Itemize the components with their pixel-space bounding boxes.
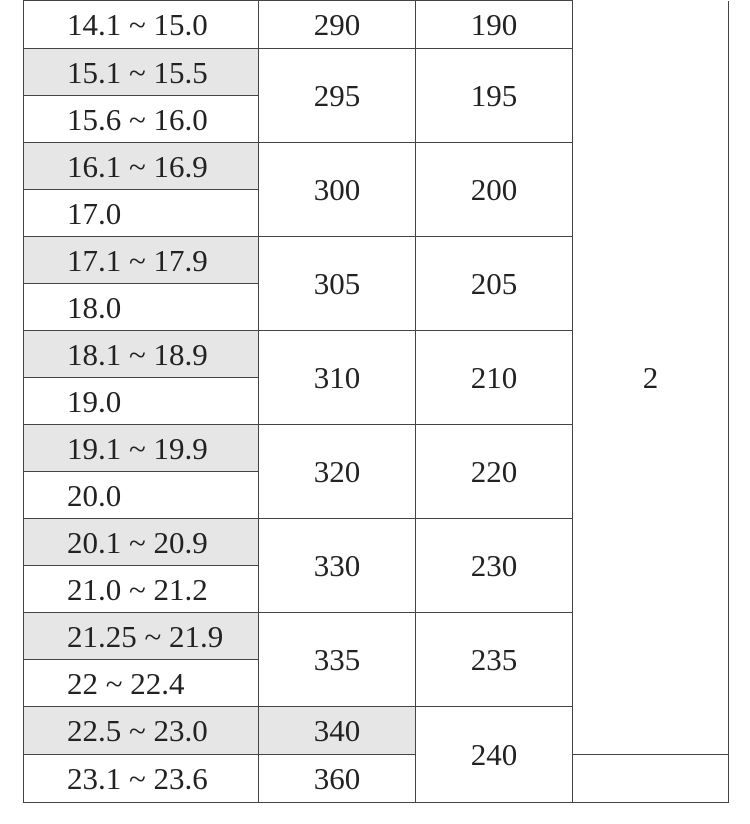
value-cell: 195 xyxy=(416,49,573,143)
range-cell: 22 ~ 22.4 xyxy=(24,660,259,707)
range-cell: 17.1 ~ 17.9 xyxy=(24,237,259,284)
range-cell: 20.0 xyxy=(24,472,259,519)
range-cell: 15.1 ~ 15.5 xyxy=(24,49,259,96)
value-cell: 235 xyxy=(416,613,573,707)
value-cell: 340 xyxy=(259,707,416,755)
value-cell: 360 xyxy=(259,755,416,803)
value-cell: 290 xyxy=(259,1,416,49)
range-cell: 22.5 ~ 23.0 xyxy=(24,707,259,755)
value-cell: 205 xyxy=(416,237,573,331)
range-cell: 16.1 ~ 16.9 xyxy=(24,143,259,190)
value-cell: 300 xyxy=(259,143,416,237)
value-cell: 295 xyxy=(259,49,416,143)
value-cell: 200 xyxy=(416,143,573,237)
range-cell: 23.1 ~ 23.6 xyxy=(24,755,259,803)
range-cell: 18.1 ~ 18.9 xyxy=(24,331,259,378)
value-cell: 190 xyxy=(416,1,573,49)
range-cell: 14.1 ~ 15.0 xyxy=(24,1,259,49)
range-cell: 19.0 xyxy=(24,378,259,425)
value-cell: 330 xyxy=(259,519,416,613)
size-table-container xyxy=(23,0,729,803)
value-cell: 335 xyxy=(259,613,416,707)
table-row xyxy=(24,1,729,49)
value-cell: 230 xyxy=(416,519,573,613)
empty-cell xyxy=(573,755,729,803)
merged-value-cell: 2 xyxy=(573,1,729,755)
value-cell: 240 xyxy=(416,707,573,803)
range-cell: 20.1 ~ 20.9 xyxy=(24,519,259,566)
value-cell: 220 xyxy=(416,425,573,519)
range-cell: 21.25 ~ 21.9 xyxy=(24,613,259,660)
range-cell: 15.6 ~ 16.0 xyxy=(24,96,259,143)
range-cell: 17.0 xyxy=(24,190,259,237)
value-cell: 305 xyxy=(259,237,416,331)
range-cell: 18.0 xyxy=(24,284,259,331)
value-cell: 310 xyxy=(259,331,416,425)
size-table xyxy=(23,0,729,803)
range-cell: 21.0 ~ 21.2 xyxy=(24,566,259,613)
table-row xyxy=(24,755,729,803)
range-cell: 19.1 ~ 19.9 xyxy=(24,425,259,472)
value-cell: 320 xyxy=(259,425,416,519)
value-cell: 210 xyxy=(416,331,573,425)
